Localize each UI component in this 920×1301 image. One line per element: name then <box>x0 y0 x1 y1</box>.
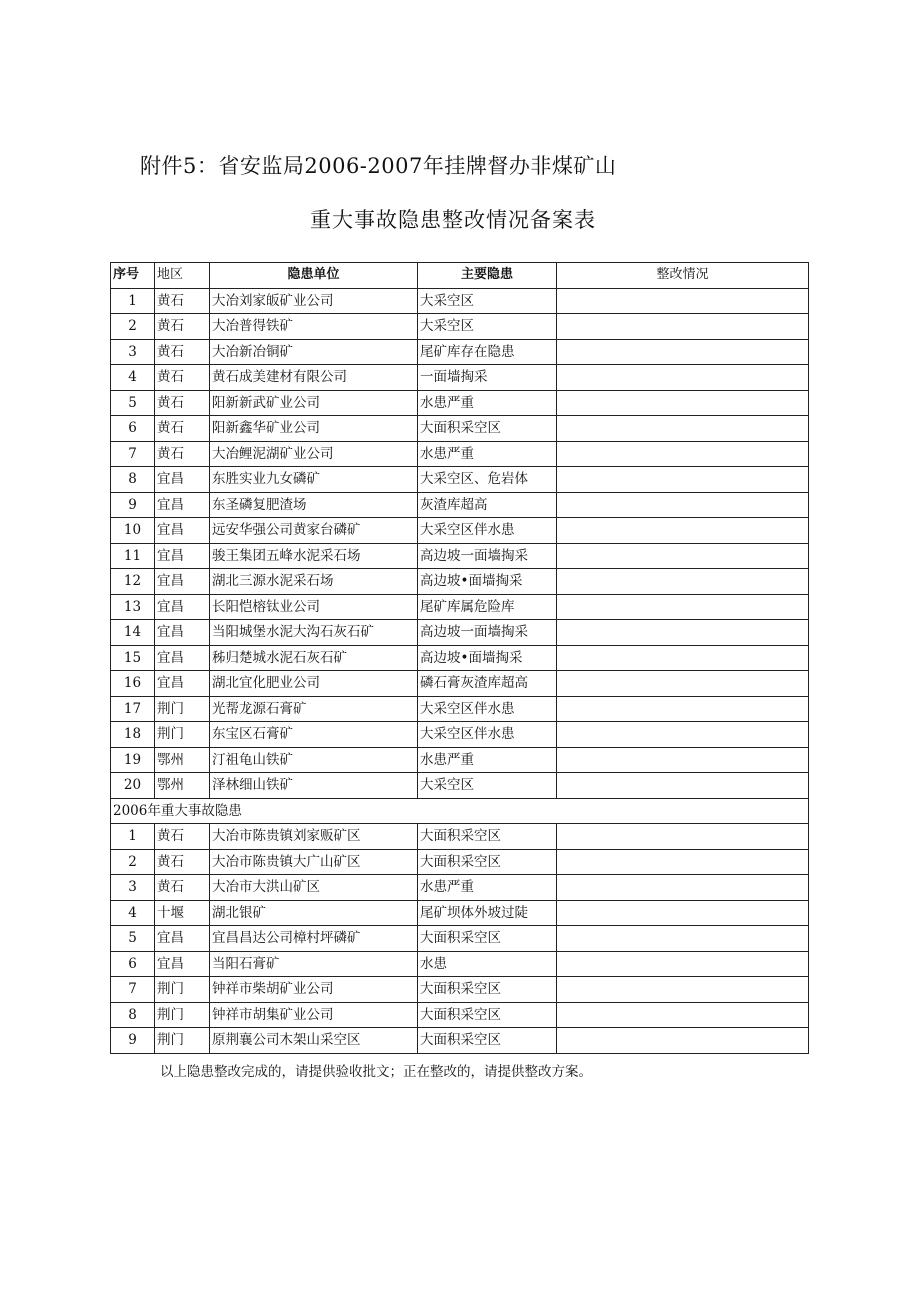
table-row <box>111 492 809 518</box>
table-row <box>111 1028 809 1054</box>
cell-seq: 6 <box>111 951 155 977</box>
section-2006 <box>111 798 809 824</box>
cell-unit: 阳新新武矿业公司 <box>210 390 418 416</box>
cell-status <box>557 926 809 952</box>
cell-hazard: 大面积采空区 <box>418 1002 557 1028</box>
cell-unit: 湖北宜化肥业公司 <box>210 671 418 697</box>
cell-unit: 大冶市大洪山矿区 <box>210 875 418 901</box>
cell-unit: 骏王集团五峰水泥采石场 <box>210 543 418 569</box>
cell-status <box>557 288 809 314</box>
cell-status <box>557 339 809 365</box>
cell-region: 宜昌 <box>155 518 210 544</box>
table-row <box>111 645 809 671</box>
cell-seq: 19 <box>111 747 155 773</box>
cell-unit: 阳新鑫华矿业公司 <box>210 416 418 442</box>
cell-status <box>557 492 809 518</box>
cell-region: 荆门 <box>155 696 210 722</box>
table-row <box>111 543 809 569</box>
cell-hazard: 水患严重 <box>418 441 557 467</box>
cell-unit: 泽林细山铁矿 <box>210 773 418 799</box>
cell-hazard: 尾矿库属危险库 <box>418 594 557 620</box>
cell-hazard: 大采空区 <box>418 314 557 340</box>
cell-status <box>557 747 809 773</box>
cell-hazard: 一面墙掏采 <box>418 365 557 391</box>
cell-status <box>557 696 809 722</box>
cell-seq: 9 <box>111 492 155 518</box>
cell-seq: 4 <box>111 900 155 926</box>
cell-status <box>557 1028 809 1054</box>
cell-status <box>557 671 809 697</box>
table-row <box>111 569 809 595</box>
cell-unit: 湖北三源水泥采石场 <box>210 569 418 595</box>
table-row <box>111 875 809 901</box>
document-title-line1: 附件5：省安监局2006-2007年挂牌督办非煤矿山 <box>140 154 617 178</box>
cell-region: 黄石 <box>155 314 210 340</box>
cell-region: 十堰 <box>155 900 210 926</box>
cell-hazard: 大采空区 <box>418 773 557 799</box>
cell-seq: 5 <box>111 926 155 952</box>
cell-hazard: 水患严重 <box>418 747 557 773</box>
cell-hazard: 尾矿坝体外坡过陡 <box>418 900 557 926</box>
header-seq: 序号 <box>111 263 155 289</box>
cell-status <box>557 390 809 416</box>
cell-unit: 东胜实业九女磷矿 <box>210 467 418 493</box>
cell-region: 黄石 <box>155 875 210 901</box>
table-row <box>111 467 809 493</box>
cell-unit: 钟祥市胡集矿业公司 <box>210 1002 418 1028</box>
cell-seq: 17 <box>111 696 155 722</box>
cell-unit: 大冶新冶铜矿 <box>210 339 418 365</box>
header-hazard: 主要隐患 <box>418 263 557 289</box>
cell-status <box>557 543 809 569</box>
cell-hazard: 水患 <box>418 951 557 977</box>
table-row <box>111 824 809 850</box>
table-row <box>111 722 809 748</box>
cell-seq: 20 <box>111 773 155 799</box>
cell-region: 荆门 <box>155 1002 210 1028</box>
cell-seq: 7 <box>111 441 155 467</box>
cell-region: 黄石 <box>155 416 210 442</box>
cell-seq: 14 <box>111 620 155 646</box>
cell-status <box>557 951 809 977</box>
cell-seq: 3 <box>111 875 155 901</box>
cell-unit: 大冶刘家皈矿业公司 <box>210 288 418 314</box>
cell-status <box>557 569 809 595</box>
rows-2006 <box>111 824 809 1054</box>
cell-region: 黄石 <box>155 390 210 416</box>
table-row <box>111 620 809 646</box>
table-row <box>111 977 809 1003</box>
table-row <box>111 1002 809 1028</box>
header-region: 地区 <box>155 263 210 289</box>
table-row <box>111 365 809 391</box>
cell-unit: 汀祖龟山铁矿 <box>210 747 418 773</box>
cell-unit: 光帮龙源石膏矿 <box>210 696 418 722</box>
cell-region: 黄石 <box>155 849 210 875</box>
cell-region: 宜昌 <box>155 543 210 569</box>
cell-status <box>557 849 809 875</box>
cell-hazard: 大面积采空区 <box>418 977 557 1003</box>
cell-hazard: 大采空区 <box>418 288 557 314</box>
cell-hazard: 灰渣库超高 <box>418 492 557 518</box>
cell-hazard: 尾矿库存在隐患 <box>418 339 557 365</box>
table-row <box>111 951 809 977</box>
cell-unit: 大冶市陈贵镇大广山矿区 <box>210 849 418 875</box>
table-row <box>111 671 809 697</box>
cell-seq: 12 <box>111 569 155 595</box>
hazard-table <box>110 262 809 1054</box>
table-row <box>111 594 809 620</box>
cell-unit: 钟祥市柴胡矿业公司 <box>210 977 418 1003</box>
cell-hazard: 大采空区伴水患 <box>418 518 557 544</box>
cell-seq: 8 <box>111 467 155 493</box>
cell-seq: 13 <box>111 594 155 620</box>
cell-seq: 7 <box>111 977 155 1003</box>
cell-seq: 1 <box>111 288 155 314</box>
cell-region: 荆门 <box>155 1028 210 1054</box>
cell-unit: 远安华强公司黄家台磷矿 <box>210 518 418 544</box>
cell-seq: 11 <box>111 543 155 569</box>
header-status: 整改情况 <box>557 263 809 289</box>
cell-region: 宜昌 <box>155 467 210 493</box>
cell-seq: 16 <box>111 671 155 697</box>
document-title-line2: 重大事故隐患整改情况备案表 <box>310 208 596 232</box>
rows-2007 <box>111 288 809 798</box>
cell-hazard: 大面积采空区 <box>418 1028 557 1054</box>
cell-unit: 秭归楚城水泥石灰石矿 <box>210 645 418 671</box>
cell-region: 宜昌 <box>155 671 210 697</box>
cell-seq: 10 <box>111 518 155 544</box>
cell-unit: 大冶市陈贵镇刘家贩矿区 <box>210 824 418 850</box>
header-unit: 隐患单位 <box>210 263 418 289</box>
cell-seq: 1 <box>111 824 155 850</box>
cell-region: 黄石 <box>155 288 210 314</box>
cell-hazard: 大面积采空区 <box>418 849 557 875</box>
table-row <box>111 441 809 467</box>
cell-unit: 长阳恺榕钛业公司 <box>210 594 418 620</box>
cell-status <box>557 645 809 671</box>
cell-unit: 湖北银矿 <box>210 900 418 926</box>
cell-hazard: 磷石膏灰渣库超高 <box>418 671 557 697</box>
cell-seq: 9 <box>111 1028 155 1054</box>
table-row <box>111 849 809 875</box>
cell-seq: 2 <box>111 314 155 340</box>
cell-status <box>557 1002 809 1028</box>
cell-seq: 8 <box>111 1002 155 1028</box>
cell-region: 黄石 <box>155 441 210 467</box>
cell-hazard: 高边坡一面墙掏采 <box>418 620 557 646</box>
cell-seq: 15 <box>111 645 155 671</box>
cell-hazard: 大面积采空区 <box>418 824 557 850</box>
cell-region: 宜昌 <box>155 951 210 977</box>
cell-region: 鄂州 <box>155 773 210 799</box>
cell-unit: 大冶普得铁矿 <box>210 314 418 340</box>
cell-unit: 当阳石膏矿 <box>210 951 418 977</box>
footnote: 以上隐患整改完成的，请提供验收批文；正在整改的，请提供整改方案。 <box>160 1064 592 1080</box>
table-row <box>111 390 809 416</box>
table-row <box>111 696 809 722</box>
cell-region: 宜昌 <box>155 926 210 952</box>
cell-region: 黄石 <box>155 365 210 391</box>
cell-status <box>557 518 809 544</box>
table-row <box>111 900 809 926</box>
cell-unit: 宜昌昌达公司樟村坪磷矿 <box>210 926 418 952</box>
cell-status <box>557 314 809 340</box>
cell-seq: 2 <box>111 849 155 875</box>
cell-hazard: 大采空区伴水患 <box>418 722 557 748</box>
cell-hazard: 高边坡•面墙掏采 <box>418 569 557 595</box>
section-row <box>111 798 809 824</box>
cell-region: 宜昌 <box>155 492 210 518</box>
cell-status <box>557 875 809 901</box>
cell-unit: 黄石成美建材有限公司 <box>210 365 418 391</box>
cell-status <box>557 773 809 799</box>
table-row <box>111 339 809 365</box>
cell-status <box>557 594 809 620</box>
cell-region: 宜昌 <box>155 620 210 646</box>
section-2006-label: 2006年重大事故隐患 <box>111 798 809 824</box>
cell-status <box>557 365 809 391</box>
cell-status <box>557 977 809 1003</box>
cell-hazard: 高边坡•面墙掏采 <box>418 645 557 671</box>
cell-status <box>557 416 809 442</box>
table-row <box>111 416 809 442</box>
table-row <box>111 747 809 773</box>
cell-status <box>557 620 809 646</box>
cell-status <box>557 824 809 850</box>
cell-unit: 大冶鲤泥湖矿业公司 <box>210 441 418 467</box>
cell-region: 宜昌 <box>155 645 210 671</box>
table-row <box>111 926 809 952</box>
cell-status <box>557 722 809 748</box>
cell-seq: 3 <box>111 339 155 365</box>
cell-region: 荆门 <box>155 977 210 1003</box>
table-row <box>111 288 809 314</box>
cell-seq: 5 <box>111 390 155 416</box>
cell-hazard: 大采空区伴水患 <box>418 696 557 722</box>
cell-hazard: 大面积采空区 <box>418 926 557 952</box>
table-row <box>111 773 809 799</box>
cell-status <box>557 441 809 467</box>
cell-region: 鄂州 <box>155 747 210 773</box>
cell-hazard: 水患严重 <box>418 875 557 901</box>
table-header-row <box>111 263 809 289</box>
cell-unit: 东宝区石膏矿 <box>210 722 418 748</box>
cell-hazard: 水患严重 <box>418 390 557 416</box>
cell-unit: 东圣磷复肥渣场 <box>210 492 418 518</box>
cell-seq: 6 <box>111 416 155 442</box>
cell-region: 荆门 <box>155 722 210 748</box>
cell-status <box>557 467 809 493</box>
cell-region: 宜昌 <box>155 594 210 620</box>
cell-hazard: 大面积采空区 <box>418 416 557 442</box>
cell-region: 黄石 <box>155 824 210 850</box>
cell-hazard: 高边坡一面墙掏采 <box>418 543 557 569</box>
cell-seq: 18 <box>111 722 155 748</box>
cell-region: 黄石 <box>155 339 210 365</box>
cell-unit: 当阳城堡水泥大沟石灰石矿 <box>210 620 418 646</box>
cell-hazard: 大采空区、危岩体 <box>418 467 557 493</box>
cell-unit: 原荆襄公司木架山采空区 <box>210 1028 418 1054</box>
cell-region: 宜昌 <box>155 569 210 595</box>
cell-seq: 4 <box>111 365 155 391</box>
table-row <box>111 518 809 544</box>
table-row <box>111 314 809 340</box>
cell-status <box>557 900 809 926</box>
